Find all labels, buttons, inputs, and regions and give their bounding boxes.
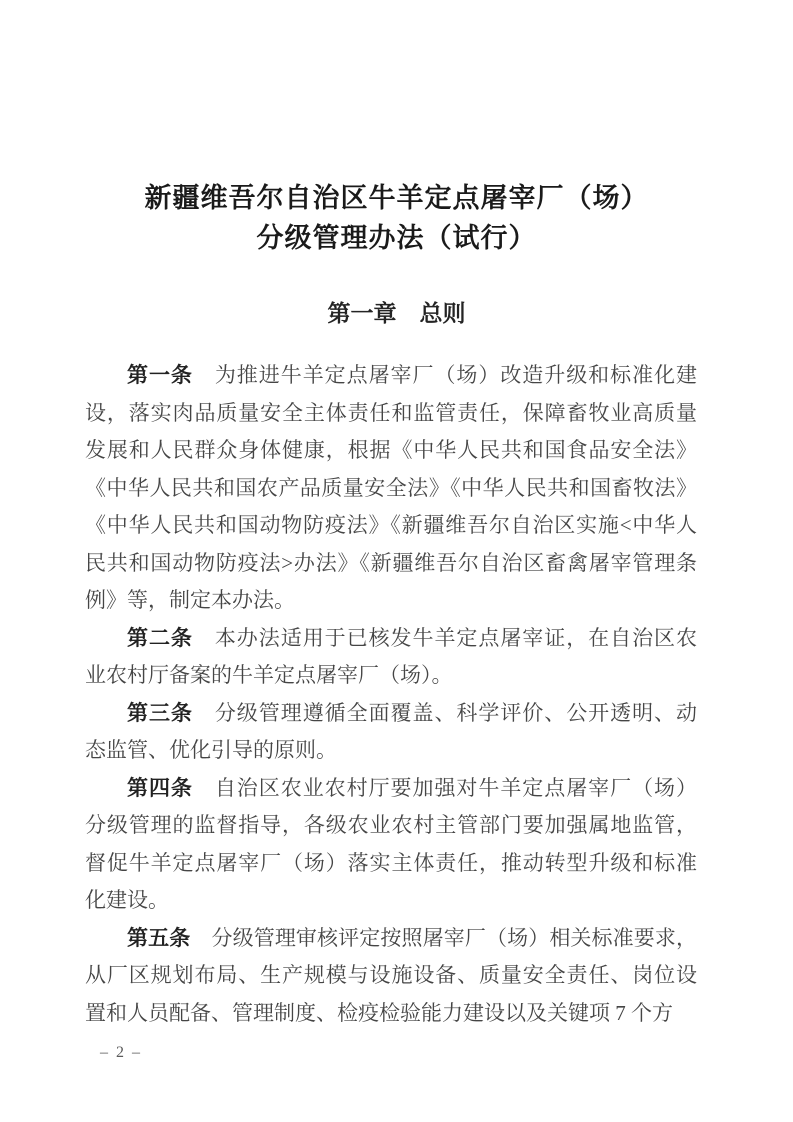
chapter-heading: 第一章 总则 [327,301,466,326]
article-number: 第四条 [127,775,193,800]
page-number: – 2 – [100,1044,142,1061]
text-line: 设，落实肉品质量安全主体责任和监管责任，保障畜牧业高质量 [85,400,697,425]
text-line: 第一条 为推进牛羊定点屠宰厂（场）改造升级和标准化建 [127,363,697,387]
text-line: 置和人员配备、管理制度、检疫检验能力建设以及关键项 7 个方 [85,1000,673,1025]
text-line: 督促牛羊定点屠宰厂（场）落实主体责任，推动转型升级和标准 [85,850,697,875]
text-line: 分级管理的监督指导，各级农业农村主管部门要加强属地监管， [85,813,697,837]
document-title-line-2: 分级管理办法（试行） [256,223,537,253]
document-body [85,357,697,1032]
article-number: 第二条 [127,625,193,650]
text-line: 第四条 自治区农业农村厅要加强对牛羊定点屠宰厂（场） [127,775,697,800]
article-number: 第一条 [127,363,193,387]
article-number: 第五条 [127,925,191,950]
text-line: 化建设。 [85,888,169,912]
text-line: 《中华人民共和国动物防疫法》《新疆维吾尔自治区实施<中华人 [85,513,697,537]
document-title [0,178,793,258]
text-line: 第五条 分级管理审核评定按照屠宰厂（场）相关标准要求， [127,925,697,950]
text-line: 例》等，制定本办法。 [85,588,295,612]
article-paragraph [85,620,697,695]
article-paragraph [85,770,697,920]
article-paragraph [85,920,697,1033]
article-paragraph [85,695,697,770]
text-line: 态监管、优化引导的原则。 [85,738,337,762]
text-line: 《中华人民共和国农产品质量安全法》《中华人民共和国畜牧法》 [85,475,697,500]
text-line: 业农村厅备案的牛羊定点屠宰厂（场）。 [85,663,453,687]
document-title-line-1: 新疆维吾尔自治区牛羊定点屠宰厂（场） [144,183,649,213]
text-line: 从厂区规划布局、生产规模与设施设备、质量安全责任、岗位设 [85,963,697,987]
text-line: 发展和人民群众身体健康，根据《中华人民共和国食品安全法》 [85,438,697,462]
text-line: 第二条 本办法适用于已核发牛羊定点屠宰证，在自治区农 [127,625,697,650]
article-paragraph [85,357,697,620]
text-line: 第三条 分级管理遵循全面覆盖、科学评价、公开透明、动 [127,700,697,725]
text-line: 民共和国动物防疫法>办法》《新疆维吾尔自治区畜禽屠宰管理条 [85,550,697,575]
article-number: 第三条 [127,700,193,725]
